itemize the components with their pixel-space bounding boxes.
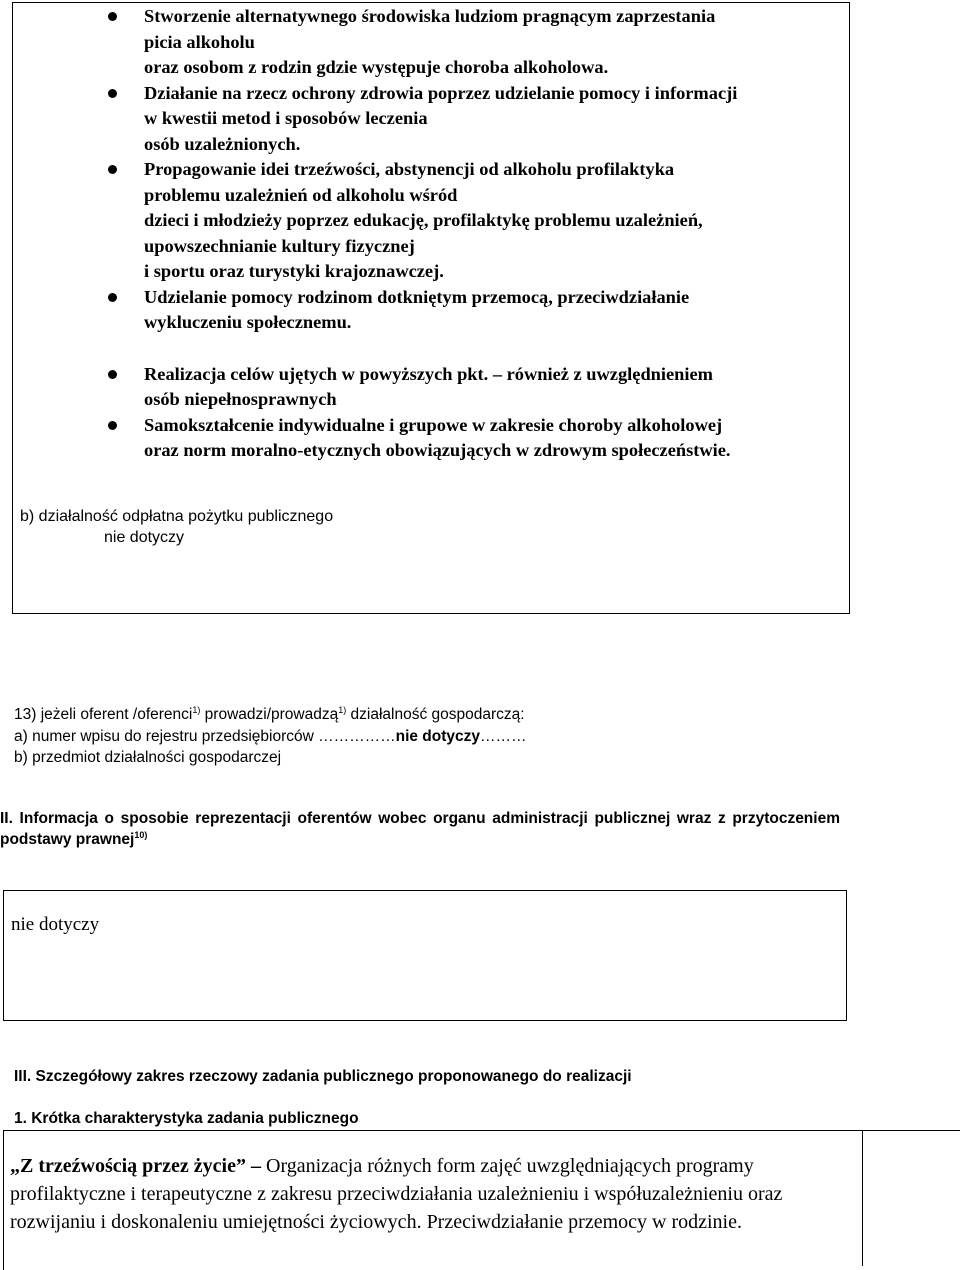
section-13	[14, 704, 527, 769]
activity-line: i sportu oraz turystyki krajoznawczej.	[144, 261, 444, 281]
activity-line: Propagowanie idei trzeźwości, abstynencji od alkoholu profilaktyka	[144, 159, 675, 179]
activity-line: Udzielanie pomocy rodzinom dotkniętym przemocą, przeciwdziałanie	[144, 286, 690, 307]
activity-line: Stworzenie alternatywnego środowiska ludziom pragnącym zaprzestania	[144, 6, 716, 26]
section-3-subheading: 1. Krótka charakterystyka zadania publicznego	[14, 1110, 359, 1127]
table-divider	[862, 1130, 863, 1266]
bullet-icon	[108, 89, 117, 98]
activity-line: wykluczeniu społecznemu.	[144, 312, 352, 332]
activity-line: dzieci i młodzieży poprzez edukację, profilaktykę problemu uzależnień,	[144, 210, 703, 230]
heading-part: działalność gospodarczą:	[346, 706, 525, 723]
activity-line: upowszechnianie kultury fizycznej	[144, 235, 415, 256]
section-2-heading	[0, 808, 840, 850]
dots-leader: ………	[480, 727, 527, 745]
heading-part: 13) jeżeli oferent /oferenci	[14, 706, 193, 723]
activity-line: Samokształcenie indywidualne i grupowe w zakresie choroby alkoholowej	[144, 414, 723, 435]
list-item	[108, 157, 848, 285]
bullet-icon	[108, 165, 117, 174]
bullet-icon	[108, 421, 117, 430]
section-3-heading: III. Szczegółowy zakres rzeczowy zadania publicznego proponowanego do realizacji	[14, 1068, 632, 1085]
activity-line: osób uzależnionych.	[144, 133, 301, 154]
activity-line: oraz norm moralno-etycznych obowiązujących w zdrowym społeczeństwie.	[144, 440, 731, 460]
representation-value: nie dotyczy	[11, 914, 100, 935]
list-item	[108, 285, 848, 336]
activity-line: oraz osobom z rodzin gdzie występuje choroba alkoholowa.	[144, 57, 609, 77]
task-description	[10, 1152, 855, 1236]
list-item	[108, 362, 848, 413]
footnote-ref: 1)	[338, 705, 347, 715]
paid-activity-value: nie dotyczy	[104, 529, 185, 546]
task-description-text: Organizacja różnych form zajęć uwzględniających programy profilaktyczne i terapeutyczne z zakresu przeciwdziałania uzależnieniu i współuzależnieniu oraz rozwijaniu i doskonaleniu umiejętności życiowych. Przeciwdziałanie przemocy w rodzinie.	[10, 1155, 783, 1233]
activity-line: w kwestii metod i sposobów leczenia	[144, 108, 428, 128]
activity-line: Działanie na rzecz ochrony zdrowia poprzez udzielanie pomocy i informacji	[144, 82, 738, 103]
bullet-icon	[108, 370, 117, 379]
registry-number-line	[14, 726, 527, 748]
list-item	[108, 413, 848, 464]
activity-line: picia alkoholu	[144, 31, 255, 52]
registry-number-value: nie dotyczy	[395, 727, 481, 745]
representation-box	[3, 890, 847, 1021]
section-2-title: II. Informacja o sposobie reprezentacji oferentów wobec organu administracji publicznej wraz z przytoczeniem podstawy prawnej	[0, 810, 840, 848]
list-item	[108, 4, 848, 81]
business-subject-line: b) przedmiot działalności gospodarczej	[14, 749, 282, 766]
heading-part: prowadzi/prowadzą	[200, 706, 339, 723]
list-item	[108, 81, 848, 158]
paid-activity-label: b) działalność odpłatna pożytku publicznego	[20, 508, 334, 525]
section-13-heading	[14, 704, 527, 726]
task-title: „Z trzeźwością przez życie” –	[10, 1155, 261, 1177]
bullet-icon	[108, 293, 117, 302]
footnote-ref: 1)	[192, 705, 201, 715]
footnote-ref: 10)	[134, 830, 148, 840]
activities-list	[108, 4, 848, 464]
dots-leader: ……………	[318, 727, 396, 745]
activity-line: Realizacja celów ujętych w powyższych pkt. – również z uwzględnieniem	[144, 363, 713, 384]
registry-number-label: a) numer wpisu do rejestru przedsiębiorców	[14, 727, 319, 745]
activity-line: osób niepełnosprawnych	[144, 389, 337, 409]
activity-line: problemu uzależnień od alkoholu wśród	[144, 184, 458, 205]
bullet-icon	[108, 12, 117, 21]
